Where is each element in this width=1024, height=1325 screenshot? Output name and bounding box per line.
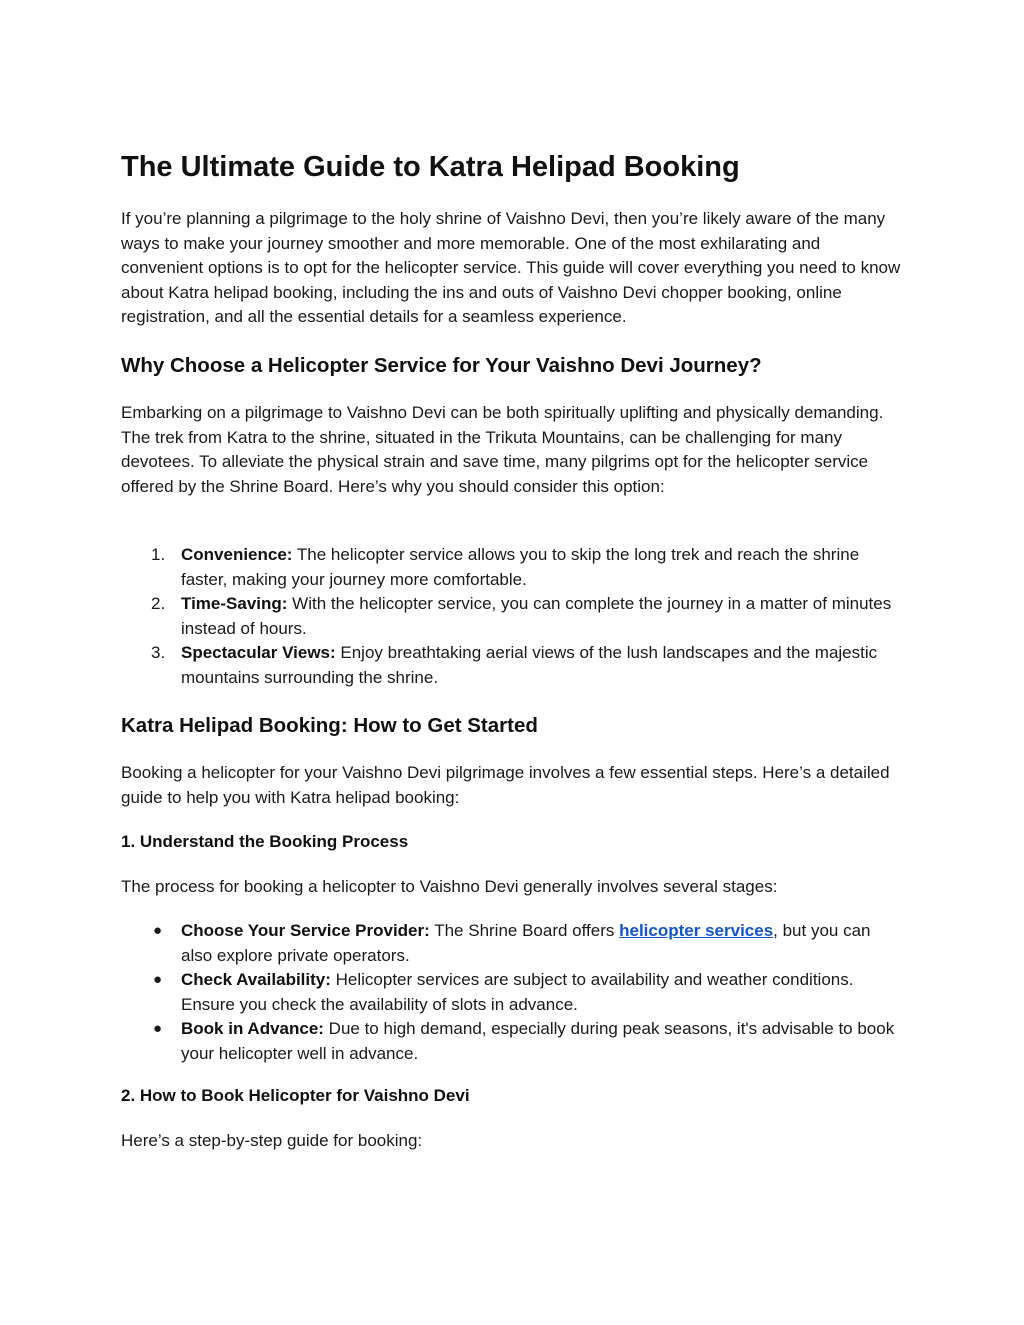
item-label: Book in Advance: bbox=[181, 1019, 324, 1038]
list-item bbox=[121, 592, 906, 641]
how-to-book-paragraph: Here’s a step-by-step guide for booking: bbox=[121, 1131, 423, 1150]
list-item bbox=[121, 1017, 906, 1066]
bullet-icon: ● bbox=[153, 922, 163, 939]
section-heading-why-helicopter: Why Choose a Helicopter Service for Your Vaishno Devi Journey? bbox=[121, 354, 762, 377]
item-label: Time-Saving: bbox=[181, 594, 288, 613]
section-paragraph-booking: Booking a helicopter for your Vaishno Devi pilgrimage involves a few essential steps. Here’s a detailed guide to help you with Katra helipad booking: bbox=[121, 763, 890, 807]
item-text: Due to high demand, especially during peak seasons, it's advisable to book your helicopter well in advance. bbox=[181, 1019, 895, 1063]
benefits-list bbox=[121, 543, 906, 690]
item-text: Helicopter services are subject to availability and weather conditions. Ensure you check the availability of slots in advance. bbox=[181, 970, 854, 1014]
list-number: 3. bbox=[151, 643, 166, 662]
section-heading-booking: Katra Helipad Booking: How to Get Started bbox=[121, 714, 538, 737]
list-number: 2. bbox=[151, 594, 166, 613]
list-item bbox=[121, 543, 906, 592]
item-text: The Shrine Board offers bbox=[429, 921, 620, 940]
page-title: The Ultimate Guide to Katra Helipad Booking bbox=[121, 151, 740, 183]
intro-paragraph: If you’re planning a pilgrimage to the holy shrine of Vaishno Devi, then you’re likely aware of the many ways to make your journey smoother and more memorable. One of the most exhilarating and convenient options is to opt for the helicopter service. This guide will cover everything you need to know about Katra helipad booking, including the ins and outs of Vaishno Devi chopper booking, online registration, and all the essential details for a seamless experience. bbox=[121, 209, 901, 326]
list-item bbox=[121, 919, 906, 968]
item-label: Choose Your Service Provider: bbox=[181, 921, 430, 940]
item-label: Spectacular Views: bbox=[181, 643, 336, 662]
item-label: Check Availability: bbox=[181, 970, 331, 989]
item-text: With the helicopter service, you can complete the journey in a matter of minutes instead of hours. bbox=[181, 594, 892, 638]
helicopter-services-link[interactable]: helicopter services bbox=[619, 921, 774, 940]
item-text: Enjoy breathtaking aerial views of the lush landscapes and the majestic mountains surrounding the shrine. bbox=[181, 643, 878, 687]
list-item bbox=[121, 968, 906, 1017]
list-item bbox=[121, 641, 906, 690]
bullet-icon: ● bbox=[153, 1020, 163, 1037]
booking-steps-list bbox=[121, 919, 906, 1066]
item-text: , but you can also explore private operators. bbox=[181, 921, 871, 965]
subheading-how-to-book: 2. How to Book Helicopter for Vaishno Devi bbox=[121, 1086, 470, 1105]
bullet-icon: ● bbox=[153, 971, 163, 988]
item-text: The helicopter service allows you to skip the long trek and reach the shrine faster, making your journey more comfortable. bbox=[181, 545, 860, 589]
item-label: Convenience: bbox=[181, 545, 293, 564]
subheading-booking-process: 1. Understand the Booking Process bbox=[121, 832, 409, 851]
list-number: 1. bbox=[151, 545, 166, 564]
section-paragraph-why-helicopter: Embarking on a pilgrimage to Vaishno Devi can be both spiritually uplifting and physically demanding. The trek from Katra to the shrine, situated in the Trikuta Mountains, can be challenging for many devotees. To alleviate the physical strain and save time, many pilgrims opt for the helicopter service offered by the Shrine Board. Here’s why you should consider this option: bbox=[121, 403, 884, 496]
booking-process-paragraph: The process for booking a helicopter to Vaishno Devi generally involves several stages: bbox=[121, 877, 778, 896]
